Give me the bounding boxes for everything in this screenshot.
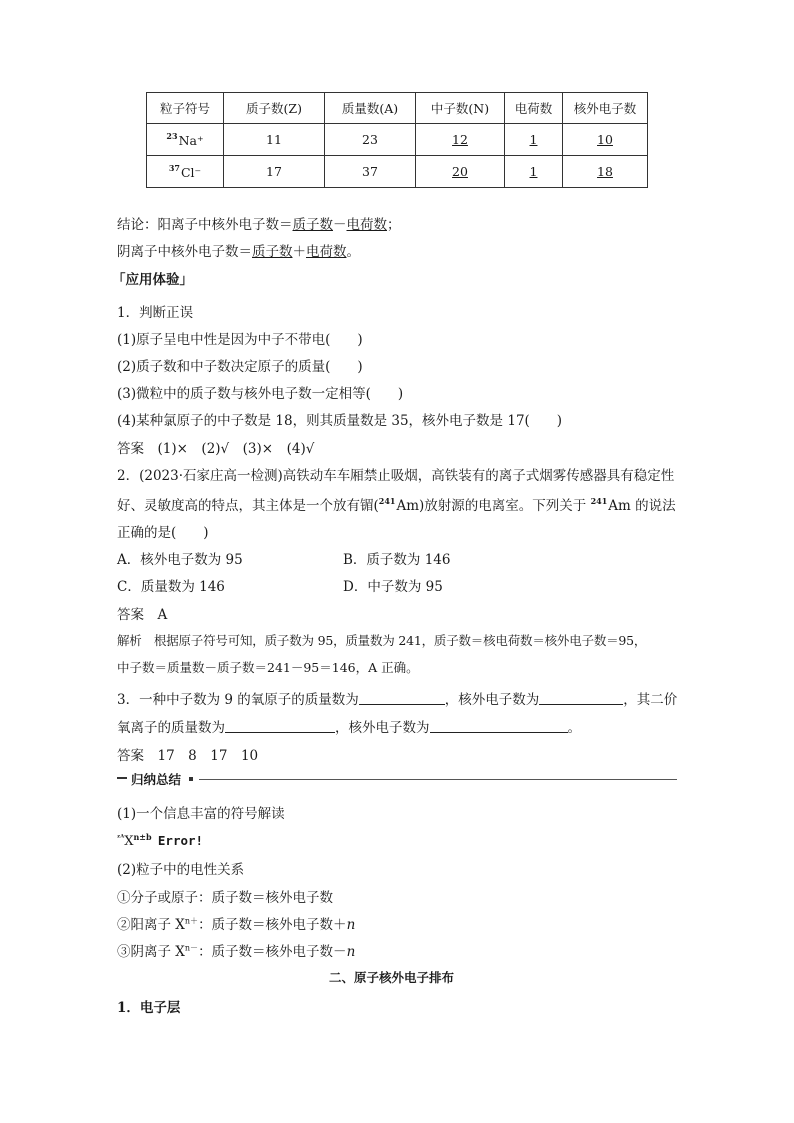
relation-line: ①分子或原子：质子数＝核外电子数 [117, 890, 333, 906]
header-cell: 核外电子数 [563, 93, 648, 124]
header-cell: 质子数(Z) [224, 93, 325, 124]
question-1-title: 1．判断正误 [117, 305, 194, 321]
charge-superscript: n＋ [184, 916, 199, 926]
table-row [147, 156, 648, 188]
header-cell: 粒子符号 [147, 93, 224, 124]
mass-number: 241 [590, 496, 608, 506]
answer-value: 12 [452, 132, 468, 147]
question-2-answer: 答案 A [117, 607, 168, 623]
conclusion-text: 阴离子中核外电子数＝ [117, 244, 252, 260]
question-1-item: (3)微粒中的质子数与核外电子数一定相等( ) [117, 386, 404, 402]
fill-blank [430, 720, 568, 733]
symbol-prefix: ᶻᴬ [117, 832, 125, 842]
mass-number: 23 [166, 131, 178, 141]
subsection-title: 1．电子层 [117, 1000, 181, 1016]
question-text: Am)放射源的电离室。下列关于 [396, 498, 591, 514]
answer-value: 质子数 [292, 217, 333, 233]
answer-value: 质子数 [252, 244, 293, 260]
question-text: 。 [567, 720, 581, 736]
operator: － [333, 217, 347, 233]
table-cell: 37 [325, 156, 416, 188]
fill-blank [539, 692, 623, 705]
option-c: C．质量数为 146 [117, 579, 225, 595]
question-text: ，核外电子数为 [444, 692, 540, 708]
fill-blank [359, 692, 445, 705]
answer-value: 18 [597, 164, 613, 179]
question-text: 好、灵敏度高的特点，其主体是一个放有镅( [117, 498, 379, 514]
header-cell: 质量数(A) [325, 93, 416, 124]
particle-symbol [147, 156, 224, 188]
option-b: B．质子数为 146 [343, 552, 451, 568]
relation-text: ③阴离子 X [117, 944, 185, 960]
element-x: X [124, 834, 134, 849]
question-text: 氧离子的质量数为 [117, 720, 225, 736]
relation-text: ②阳离子 X [117, 917, 185, 933]
section-heading: 二、原子核外电子排布 [329, 970, 455, 985]
analysis-line: 解析 根据原子符号可知，质子数为 95，质量数为 241，质子数＝核电荷数＝核外电子数＝95， [117, 633, 647, 648]
header-cell: 中子数(N) [416, 93, 505, 124]
answer-value: 电荷数 [346, 217, 387, 233]
question-3-answer: 答案 17 8 17 10 [117, 748, 259, 764]
punctuation: ； [387, 217, 401, 233]
analysis-line: 中子数＝质量数－质子数＝241－95＝146，A 正确。 [117, 660, 419, 675]
option-d: D．中子数为 95 [343, 579, 443, 595]
table-cell [416, 156, 505, 188]
answer-value: 20 [452, 164, 468, 179]
variable-n: n [346, 944, 356, 960]
table-cell [563, 124, 648, 156]
summary-item: (2)粒子中的电性关系 [117, 862, 245, 878]
ion-symbol: Na⁺ [178, 133, 204, 148]
table-cell: 23 [325, 124, 416, 156]
fill-blank [225, 720, 335, 733]
table-header-row [147, 93, 648, 124]
question-1-item: (1)原子呈电中性是因为中子不带电( ) [117, 332, 363, 348]
particle-table [146, 92, 648, 188]
relation-line [117, 940, 355, 960]
answer-value: 1 [529, 132, 538, 147]
table-cell: 11 [224, 124, 325, 156]
symbol-diagram [117, 832, 203, 849]
question-text: ，核外电子数为 [335, 720, 430, 736]
mass-number: 241 [378, 496, 396, 506]
divider-dash [117, 777, 127, 779]
relation-line [117, 913, 355, 933]
symbol-superscript: n±b [133, 832, 152, 842]
question-2-line: 2．(2023·石家庄高一检测)高铁动车车厢禁止吸烟，高铁装有的离子式烟雾传感器具有稳定性 [117, 468, 675, 484]
punctuation: 。 [346, 244, 360, 260]
table-cell [505, 124, 563, 156]
conclusion-line-1 [117, 213, 401, 233]
table-cell [505, 156, 563, 188]
divider-dot [189, 777, 193, 781]
operator: ＋ [292, 244, 306, 260]
conclusion-line-2 [117, 240, 360, 260]
question-2-line [117, 494, 676, 514]
relation-text: ：质子数＝核外电子数＋ [198, 917, 347, 933]
header-cell: 电荷数 [505, 93, 563, 124]
charge-superscript: n－ [184, 943, 199, 953]
question-3-line [117, 688, 677, 708]
summary-item: (1)一个信息丰富的符号解读 [117, 806, 285, 822]
table-cell: 17 [224, 156, 325, 188]
ion-symbol: Cl⁻ [180, 165, 202, 180]
question-1-item: (4)某种氯原子的中子数是 18，则其质量数是 35，核外电子数是 17( ) [117, 413, 563, 429]
answer-value: 10 [597, 132, 613, 147]
question-1-item: (2)质子数和中子数决定原子的质量( ) [117, 359, 363, 375]
table-row [147, 124, 648, 156]
summary-rule [199, 779, 677, 780]
section-tag: 「应用体验」 [112, 272, 193, 288]
summary-title: 归纳总结 [131, 772, 182, 787]
variable-n: n [346, 917, 356, 933]
question-1-answer: 答案 (1)× (2)√ (3)× (4)√ [117, 441, 315, 457]
question-text: Am 的说法 [608, 498, 676, 514]
option-a: A．核外电子数为 95 [117, 552, 243, 568]
table-cell [563, 156, 648, 188]
answer-value: 1 [529, 164, 538, 179]
answer-value: 电荷数 [306, 244, 347, 260]
error-text: Error! [157, 833, 204, 848]
question-2-line: 正确的是( ) [117, 525, 209, 541]
mass-number: 37 [168, 163, 180, 173]
relation-text: ：质子数＝核外电子数－ [198, 944, 347, 960]
question-text: ，其二价 [623, 692, 678, 708]
particle-symbol [147, 124, 224, 156]
question-3-line [117, 716, 581, 736]
question-text: 3．一种中子数为 9 的氧原子的质量数为 [117, 692, 359, 708]
conclusion-text: 结论：阳离子中核外电子数＝ [117, 217, 293, 233]
table-cell [416, 124, 505, 156]
